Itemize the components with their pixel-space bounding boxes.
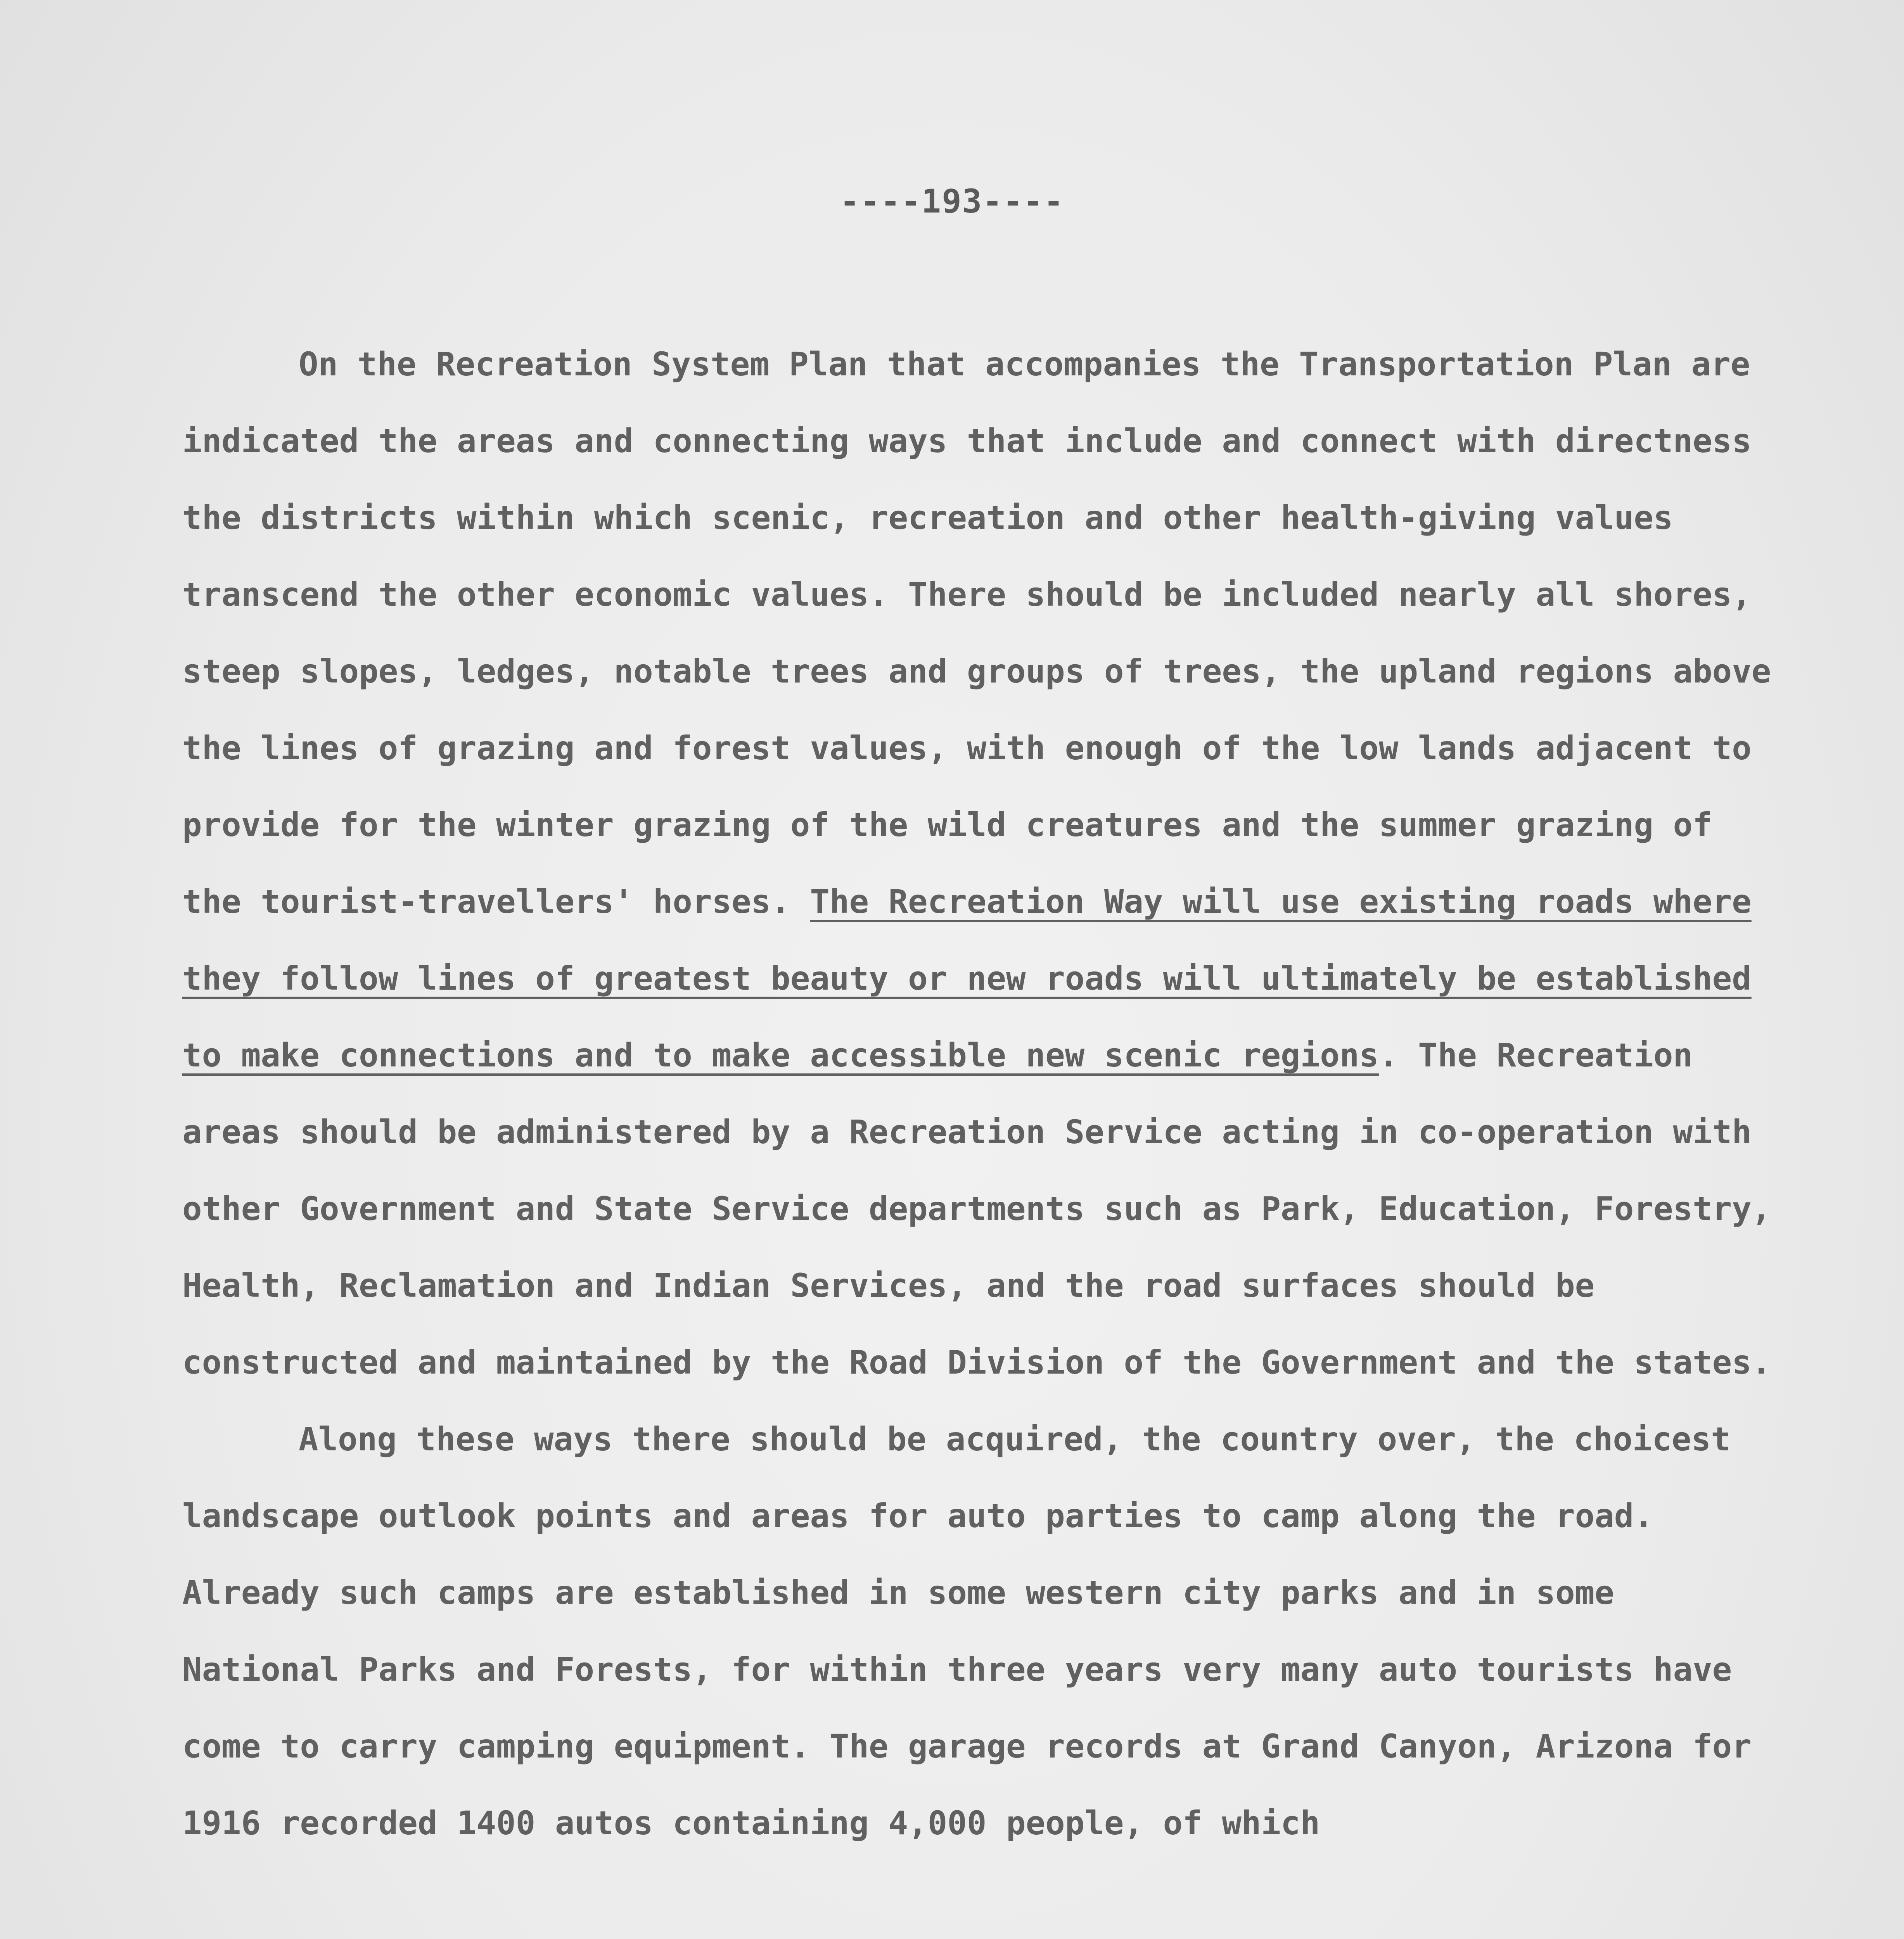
underlined-passage: The Recreation Way will use existing roads where they follow lines of greatest beauty or new roads will ultimately be established to make connections and to make accessible new scenic regions bbox=[182, 883, 1752, 1074]
body-text bbox=[182, 326, 1780, 1861]
paragraph-1 bbox=[182, 326, 1780, 1401]
paragraph-2: Along these ways there should be acquired, the country over, the choicest landscape outlook points and areas for auto parties to camp along the road. Already such camps are established in some western city parks and in some National Parks and Forests, for within three years very many auto tourists have come to carry camping equipment. The garage records at Grand Canyon, Arizona for 1916 recorded 1400 autos containing 4,000 people, of which bbox=[182, 1420, 1752, 1842]
page-number: ----193---- bbox=[840, 182, 1064, 220]
paragraph-1-text-before: On the Recreation System Plan that accompanies the Transportation Plan are indicated the areas and connecting ways that include and connect with directness the districts within which scenic, recreation and other health-giving values transcend the other economic values. There should be included nearly all shores, steep slopes, ledges, notable trees and groups of trees, the upland regions above the lines of grazing and forest values, with enough of the low lands adjacent to provide for the winter grazing of the wild creatures and the summer grazing of the tourist-travellers' horses. bbox=[182, 345, 1771, 921]
paragraph-1-text-after: . The Recreation areas should be administered by a Recreation Service acting in co-operation with other Government and State Service departments such as Park, Education, Forestry, Health, Reclamation and Indian Services, and the road surfaces should be constructed and maintained by the Road Division of the Government and the states. bbox=[182, 1036, 1771, 1381]
